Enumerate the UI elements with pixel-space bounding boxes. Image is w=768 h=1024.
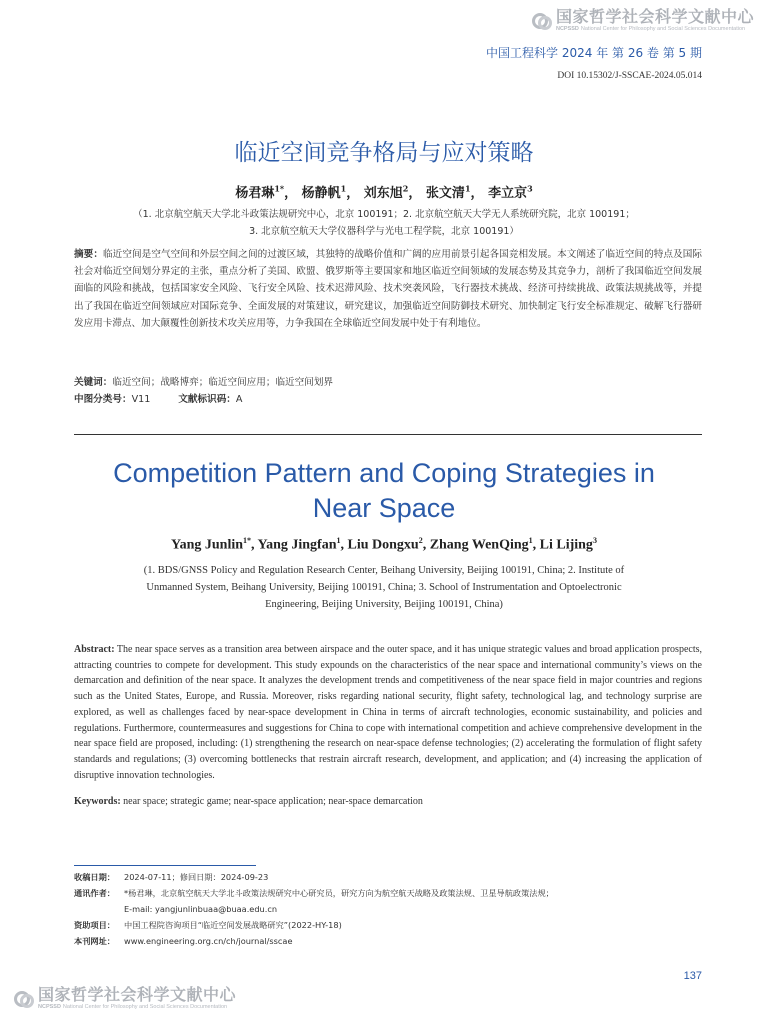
author-email[interactable]: E-mail: yangjunlinbuaa@buaa.edu.cn	[124, 904, 278, 914]
affiliation-line: (1. BDS/GNSS Policy and Regulation Research Center, Beihang University, Beijing 100191, China; 2. Institute of	[143, 565, 625, 576]
watermark-logo-top	[532, 9, 754, 33]
affiliation-line: Unmanned System, Beihang University, Beijing 100191, China; 3. School of Instrumentation and Optoelectronic	[146, 582, 622, 593]
funding: 中国工程院咨询项目“临近空间发展战略研究”(2022-HY-18)	[124, 920, 342, 930]
authors-en: Yang Junlin$^{1*}$, Yang Jingfan$^1$, Liu Dongxu$^2$, Zhang WenQing$^1$, Li Lijing$^3$	[171, 536, 597, 553]
page-number: 137	[683, 970, 702, 982]
keywords-en-label: Keywords:	[74, 796, 121, 807]
keywords-en-text: near space; strategic game; near-space application; near-space demarcation	[120, 796, 423, 807]
abstract-cn	[74, 246, 702, 332]
author-cn: 张文清	[425, 186, 465, 201]
watermark-en: National Center for Philosophy and Social Sciences Documentation	[580, 26, 746, 32]
received-dates: 2024-07-11；修回日期：2024-09-23	[124, 872, 269, 882]
title-en-line: Competition Pattern and Coping Strategies in	[113, 458, 655, 488]
author-en: Yang Jingfan	[257, 537, 337, 553]
watermark-cn: 国家哲学社会科学文献中心	[555, 7, 754, 26]
logo-icon	[14, 989, 34, 1009]
author-en: Yang Junlin	[171, 537, 244, 553]
watermark-abbr: NCPSSD	[555, 26, 579, 32]
author-en: Zhang WenQing	[429, 537, 529, 553]
affiliation-line: Engineering, Beijing University, Beijing 100191, China)	[265, 599, 503, 610]
section-divider	[74, 434, 702, 435]
author-cn: 杨君琳	[235, 186, 275, 201]
received-label: 收稿日期：	[74, 872, 115, 882]
journal-issue-line: 中国工程科学 2024 年 第 26 卷 第 5 期	[486, 46, 702, 60]
title-en	[0, 456, 768, 526]
abstract-en	[74, 642, 702, 783]
footnote-rule	[74, 865, 256, 866]
keywords-en	[74, 796, 423, 807]
footnotes	[74, 869, 702, 949]
affiliation-line: （1. 北京航空航天大学北斗政策法规研究中心，北京 100191；2. 北京航空航天大学无人系统研究院，北京 100191；	[133, 209, 635, 220]
clc-value: V11	[131, 394, 151, 405]
author-cn: 杨静帆	[301, 186, 341, 201]
title-cn: 临近空间竞争格局与应对策略	[234, 140, 534, 166]
doc-code-value: A	[235, 394, 243, 405]
corresponding-author-label: 通讯作者：	[74, 888, 115, 898]
logo-icon	[532, 11, 552, 31]
abstract-en-label: Abstract:	[74, 644, 115, 655]
keywords-cn-label: 关键词：	[74, 377, 113, 388]
authors-cn: 杨君琳$^{1*}$， 杨静帆$^1$， 刘东旭$^2$， 张文清$^1$， 李立京$^3$	[235, 183, 533, 201]
affiliations-en	[100, 562, 668, 613]
title-en-line: Near Space	[312, 493, 456, 523]
abstract-cn-text: 临近空间是空气空间和外层空间之间的过渡区域，其独特的战略价值和广阔的应用前景引起各国竞相发展。本文阐述了临近空间的特点及国际社会对临近空间划分界定的主张，重点分析了美国、欧盟、俄罗斯等主要国家和地区临近空间领域的发展态势及其竞争力，剖析了我国临近空间发展面临的风险和挑战，包括国家安全风险、飞行安全风险、技术迟滞风险、技术突袭风险，飞行器技术挑战、经济可持续挑战、政策法规挑战等，并提出了我国在临近空间领域应对国际竞争、全面发展的对策建议，研究建议，加强临近空间防御技术研究、加快制定飞行安全标准规定、破解飞行器研发应用卡滞点、加大颠覆性创新技术攻关应用等，力争我国在全球临近空间发展中处于有利地位。	[74, 249, 703, 329]
keywords-cn	[74, 374, 333, 388]
watermark-abbr: NCPSSD	[38, 1004, 61, 1010]
classification-cn	[74, 391, 242, 405]
abstract-cn-label: 摘要：	[74, 249, 103, 260]
doc-code-label: 文献标识码：	[178, 394, 236, 405]
author-en: Li Lijing	[539, 537, 593, 553]
abstract-en-text: The near space serves as a transition area between airspace and the outer space, and it has unique strategic values and broad application prospects, attracting countries to compete for development. This study expounds on the characteristics of the near space and international community’s views on the demarcation and definition of the near space. It analyzes the development trends and competitiveness of the near space field in major countries and regions such as the United States, Europe, and Russia. Moreover, risks regarding national security, flight safety, technological lag, and technology surprise are explored, as well as challenges faced by near-space development in China in terms of aircraft technologies, economic sustainability, and policies and regulations. Furthermore, countermeasures and suggestions for China to cope with international competition and achieve comprehensive development in the near space field are proposed, including: (1) strengthening the research on near-space defense technologies; (2) accelerating the formulation of flight safety standards and regulations; (3) overcoming bottlenecks that restrain aircraft research, development, and application; and (4) increasing the application of disruptive innovation technologies.	[74, 644, 702, 781]
clc-label: 中图分类号：	[74, 394, 132, 405]
journal-url-label: 本刊网址：	[74, 936, 115, 946]
author-cn: 李立京	[488, 186, 528, 201]
affiliations-cn	[60, 206, 708, 240]
funding-label: 资助项目：	[74, 920, 115, 930]
keywords-cn-text: 临近空间；战略博弈；临近空间应用；临近空间划界	[112, 377, 334, 388]
affiliation-line: 3. 北京航空航天大学仪器科学与光电工程学院，北京 100191）	[249, 226, 519, 237]
author-cn: 刘东旭	[363, 186, 403, 201]
watermark-logo-bottom	[14, 987, 236, 1011]
watermark-cn: 国家哲学社会科学文献中心	[38, 985, 237, 1004]
author-en: Liu Dongxu	[347, 537, 419, 553]
doi[interactable]: DOI 10.15302/J-SSCAE-2024.05.014	[557, 71, 702, 81]
watermark-en: National Center for Philosophy and Social Sciences Documentation	[62, 1004, 228, 1010]
journal-url[interactable]: www.engineering.org.cn/ch/journal/sscae	[124, 936, 293, 946]
corresponding-author: *杨君琳，北京航空航天大学北斗政策法规研究中心研究员，研究方向为航空航天战略及政策法规、卫星导航政策法规；	[124, 888, 554, 898]
